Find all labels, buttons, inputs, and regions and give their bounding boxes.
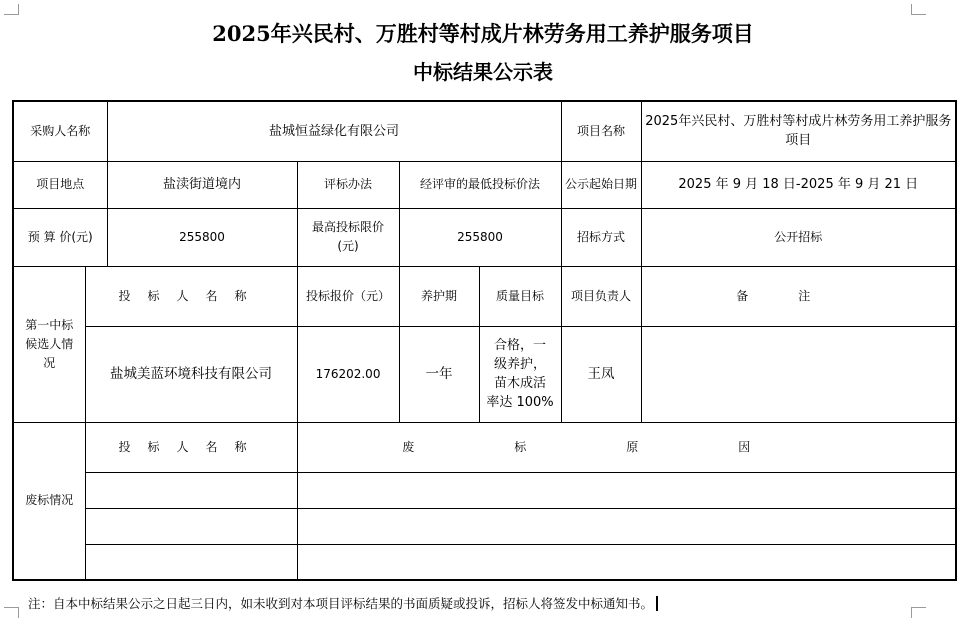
- table-row: [13, 161, 956, 208]
- abolished-header-reason: 废标原因: [297, 422, 956, 472]
- table-row: [13, 208, 956, 266]
- table-row: [13, 472, 956, 508]
- document-title: 2025年兴民村、万胜村等村成片林劳务用工养护服务项目: [212, 21, 754, 46]
- tender-method-label: 招标方式: [561, 208, 641, 266]
- abolished-section-label: 废标情况: [13, 422, 85, 580]
- winner-section-label: [13, 266, 85, 422]
- winner-section-label-line1: 第一中标: [25, 317, 74, 332]
- winner-maintenance-value: 一年: [399, 326, 479, 422]
- winner-header-bidder: 投标人名称: [85, 266, 297, 326]
- tender-method-value: 公开招标: [641, 208, 956, 266]
- publicity-period-value: 2025 年 9 月 18 日-2025 年 9 月 21 日: [641, 161, 956, 208]
- footnote: [28, 594, 658, 612]
- bid-result-table: [12, 100, 957, 581]
- abolished-bidder-cell: [85, 544, 297, 580]
- abolished-bidder-cell: [85, 472, 297, 508]
- winner-header-remarks: 备注: [641, 266, 956, 326]
- winner-remarks-value: [641, 326, 956, 422]
- publicity-period-label: 公示起始日期: [561, 161, 641, 208]
- quality-line3: 苗木成活: [494, 376, 547, 391]
- project-name-label: 项目名称: [561, 101, 641, 161]
- winner-manager-value: 王凤: [561, 326, 641, 422]
- table-row: [13, 508, 956, 544]
- max-price-label-line2: (元): [337, 239, 359, 253]
- evaluation-method-value: 经评审的最低投标价法: [399, 161, 561, 208]
- winner-price-value: 176202.00: [297, 326, 399, 422]
- winner-section-label-line3: 况: [43, 355, 56, 370]
- abolished-reason-cell: [297, 544, 956, 580]
- winner-header-manager: 项目负责人: [561, 266, 641, 326]
- winner-section-label-line2: 候选人情: [25, 336, 74, 351]
- winner-header-price: 投标报价（元）: [297, 266, 399, 326]
- location-label: 项目地点: [13, 161, 107, 208]
- max-price-label-line1: 最高投标限价: [312, 220, 385, 234]
- quality-line1: 合格，一: [494, 338, 547, 353]
- abolished-reason-cell: [297, 472, 956, 508]
- evaluation-method-label: 评标办法: [297, 161, 399, 208]
- table-row: [13, 422, 956, 472]
- page-corner-mark: [4, 4, 19, 15]
- quality-line4: 率达 100%: [486, 395, 554, 410]
- buyer-label: 采购人名称: [13, 101, 107, 161]
- abolished-bidder-cell: [85, 508, 297, 544]
- winner-header-maintenance: 养护期: [399, 266, 479, 326]
- table-row: [13, 544, 956, 580]
- page-corner-mark: [911, 4, 926, 15]
- winner-quality-value: [479, 326, 561, 422]
- table-row: [13, 326, 956, 422]
- footnote-text: 注：自本中标结果公示之日起三日内，如未收到对本项目评标结果的书面质疑或投诉，招标人将签发中标通知书。: [28, 596, 654, 611]
- quality-line2: 级养护，: [494, 357, 547, 372]
- page-corner-mark: [4, 607, 19, 618]
- location-value: 盐渎街道境内: [107, 161, 297, 208]
- text-cursor: [656, 596, 658, 611]
- max-price-label: [297, 208, 399, 266]
- winner-header-quality: 质量目标: [479, 266, 561, 326]
- abolished-header-bidder: 投标人名称: [85, 422, 297, 472]
- budget-label: 预 算 价(元): [13, 208, 107, 266]
- winner-bidder-value: 盐城美蓝环境科技有限公司: [85, 326, 297, 422]
- project-name-value: 2025年兴民村、万胜村等村成片林劳务用工养护服务项目: [641, 101, 956, 161]
- budget-value: 255800: [107, 208, 297, 266]
- document-subtitle: 中标结果公示表: [413, 60, 553, 84]
- table-row: [13, 266, 956, 326]
- max-price-value: 255800: [399, 208, 561, 266]
- abolished-reason-cell: [297, 508, 956, 544]
- table-row: [13, 101, 956, 161]
- page-corner-mark: [911, 607, 926, 618]
- buyer-value: 盐城恒益绿化有限公司: [107, 101, 561, 161]
